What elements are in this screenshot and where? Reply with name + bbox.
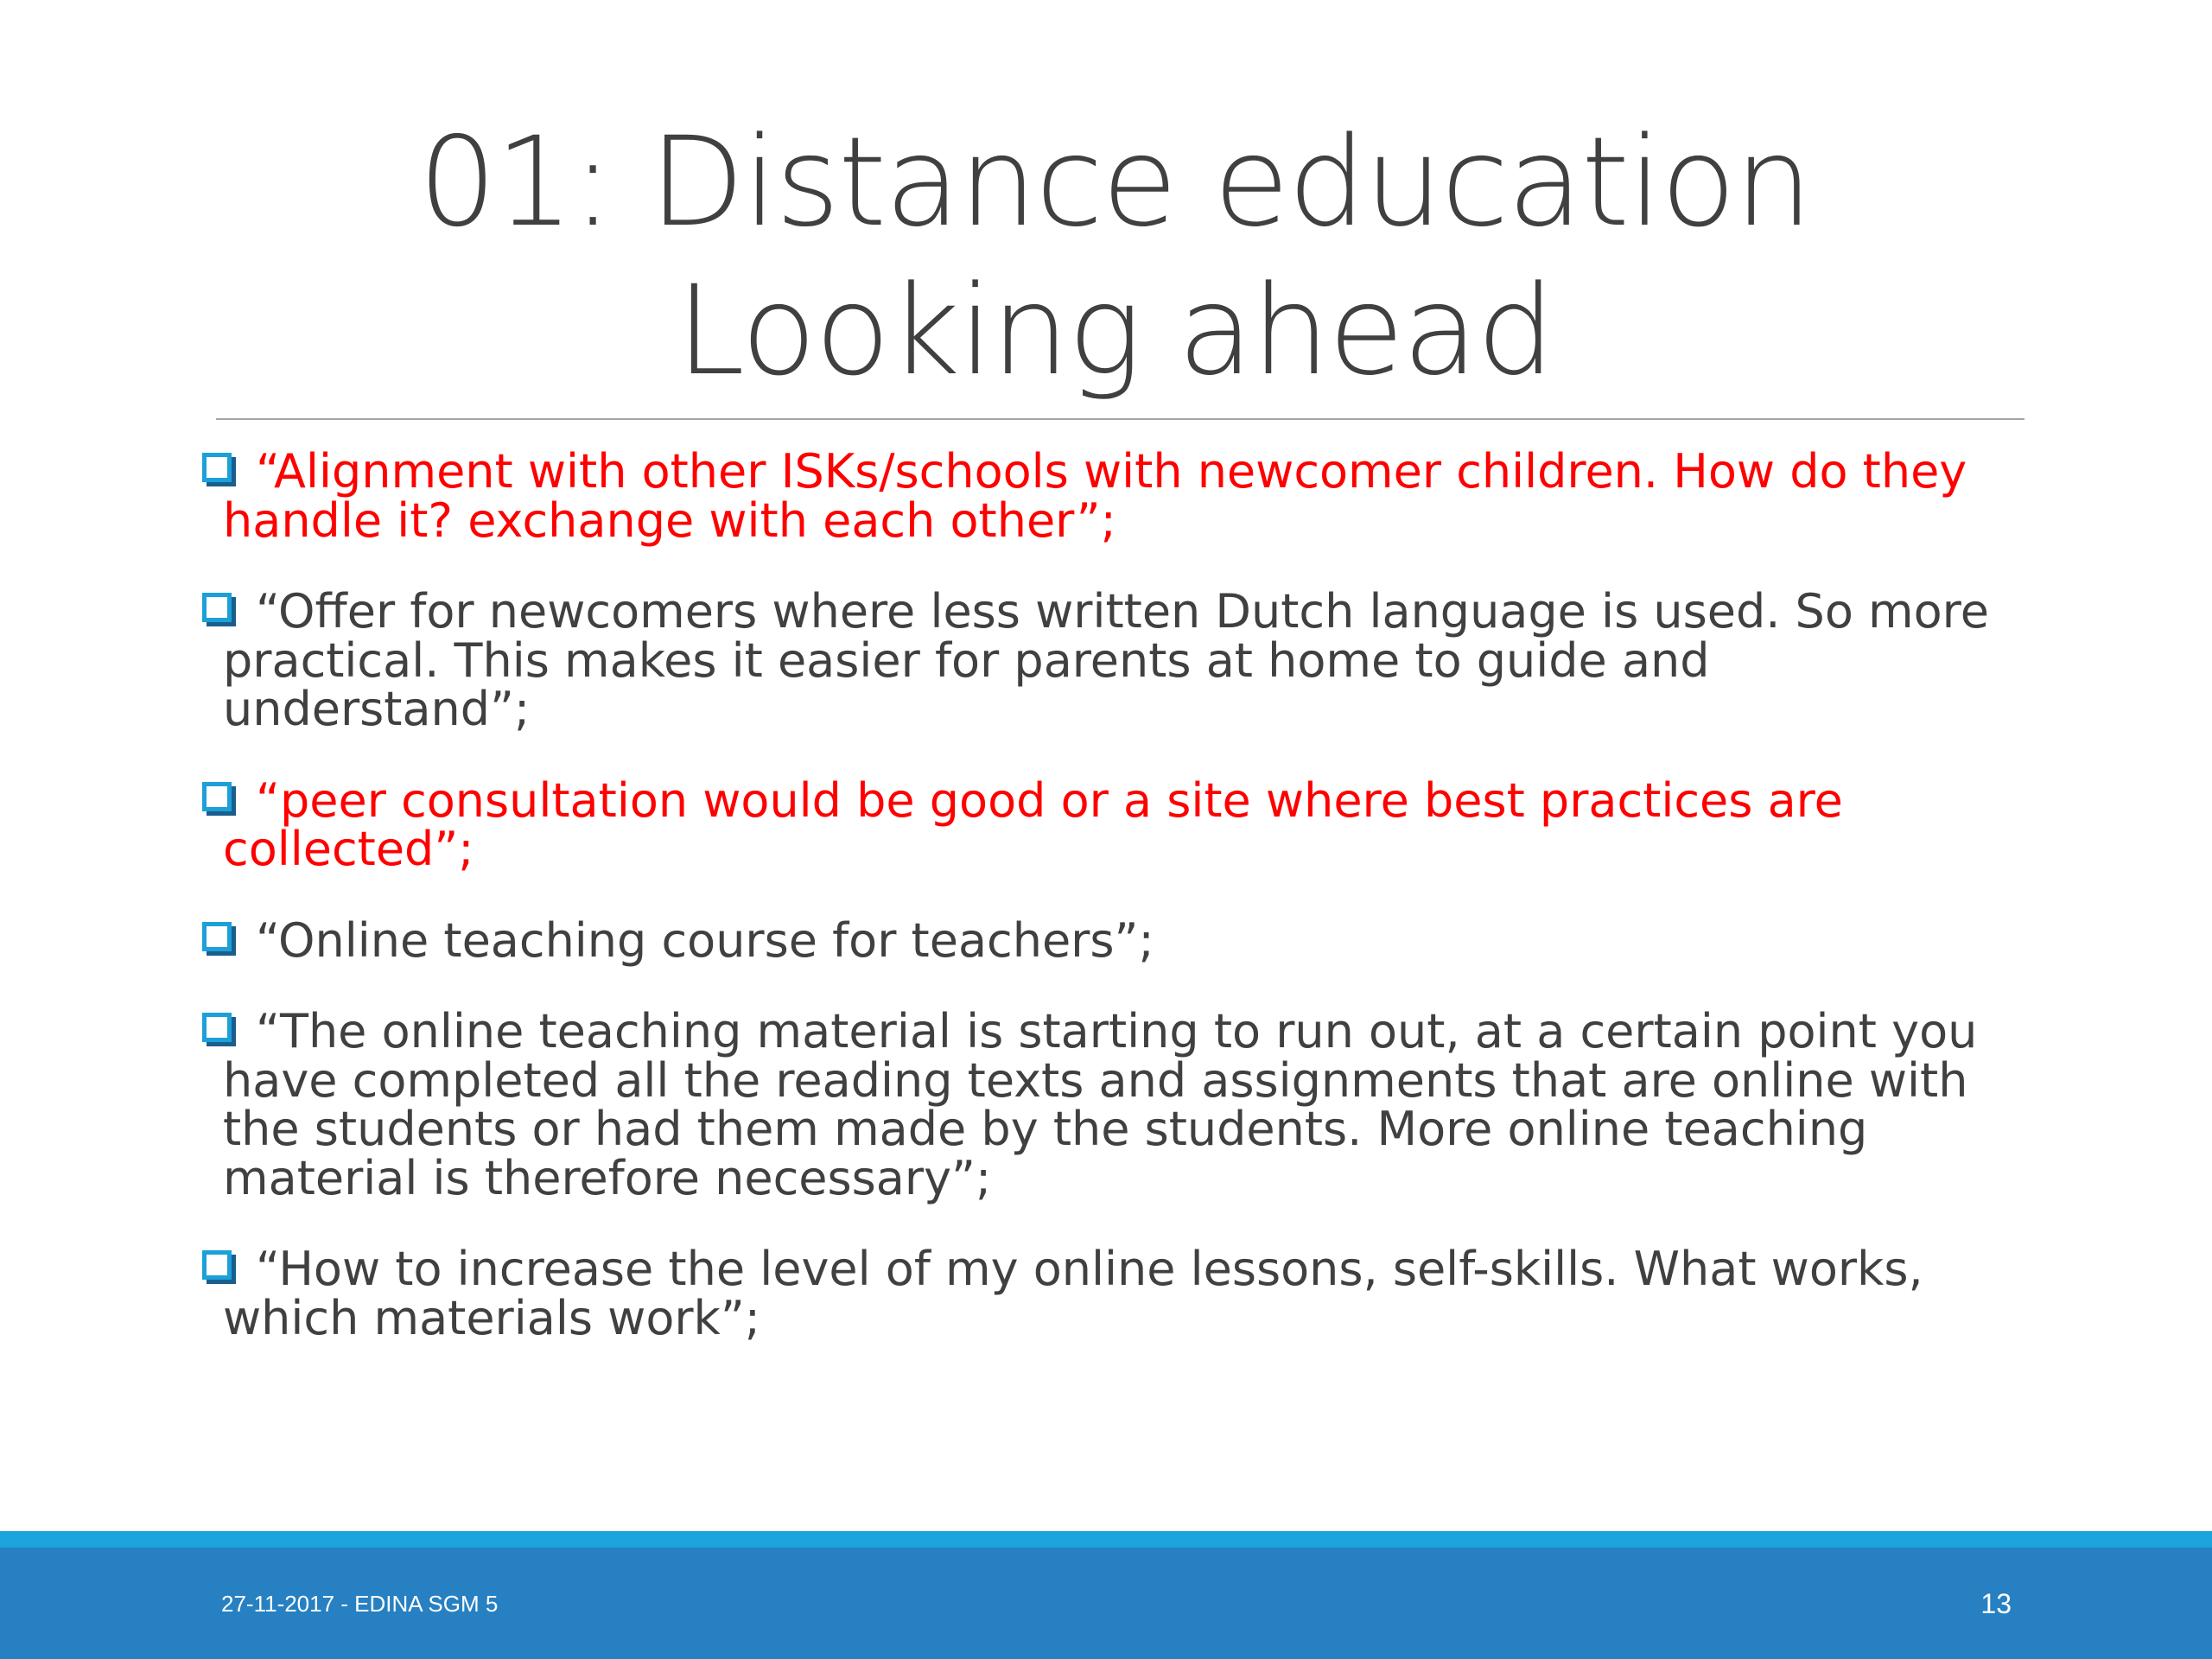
bullet-list [202, 444, 2017, 1385]
bullet-item [202, 1242, 2017, 1345]
footer-date-label: 27-11-2017 - EDINA SGM 5 [221, 1591, 499, 1617]
bullet-text: “peer consultation would be good or a site where best practices are collected”; [223, 772, 1843, 876]
bullet-text: “Offer for newcomers where less written Dutch language is used. So more practical. This makes it easier for parents at home to guide and understand”; [223, 584, 1989, 736]
bullet-item [202, 772, 2017, 876]
bullet-text: “Online teaching course for teachers”; [256, 912, 1154, 968]
checkbox-square-icon [202, 1250, 232, 1280]
slide-title [216, 108, 2013, 405]
footer-accent-stripe [0, 1531, 2212, 1548]
title-line-1: 01: Distance education [418, 110, 1811, 254]
checkbox-square-icon [202, 593, 232, 622]
bullet-text: “The online teaching material is starting to run out, at a certain point you have completed all the reading texts and assignments that are online with the students or had them made by the students. More online teaching material is therefore necessary”; [223, 1004, 1978, 1205]
bullet-item [202, 1004, 2017, 1205]
title-divider [216, 418, 2024, 420]
page-number: 13 [1980, 1588, 2012, 1619]
checkbox-square-icon [202, 922, 232, 951]
title-line-2: Looking ahead [676, 258, 1554, 403]
bullet-text: “Alignment with other ISKs/schools with newcomer children. How do they handle it? exchange with each other”; [223, 444, 1967, 548]
checkbox-square-icon [202, 1013, 232, 1042]
bullet-item [202, 912, 2017, 968]
bullet-item [202, 444, 2017, 548]
bullet-item [202, 584, 2017, 736]
bullet-text: “How to increase the level of my online lessons, self-skills. What works, which materials work”; [223, 1242, 1923, 1345]
checkbox-square-icon [202, 453, 232, 482]
checkbox-square-icon [202, 782, 232, 811]
